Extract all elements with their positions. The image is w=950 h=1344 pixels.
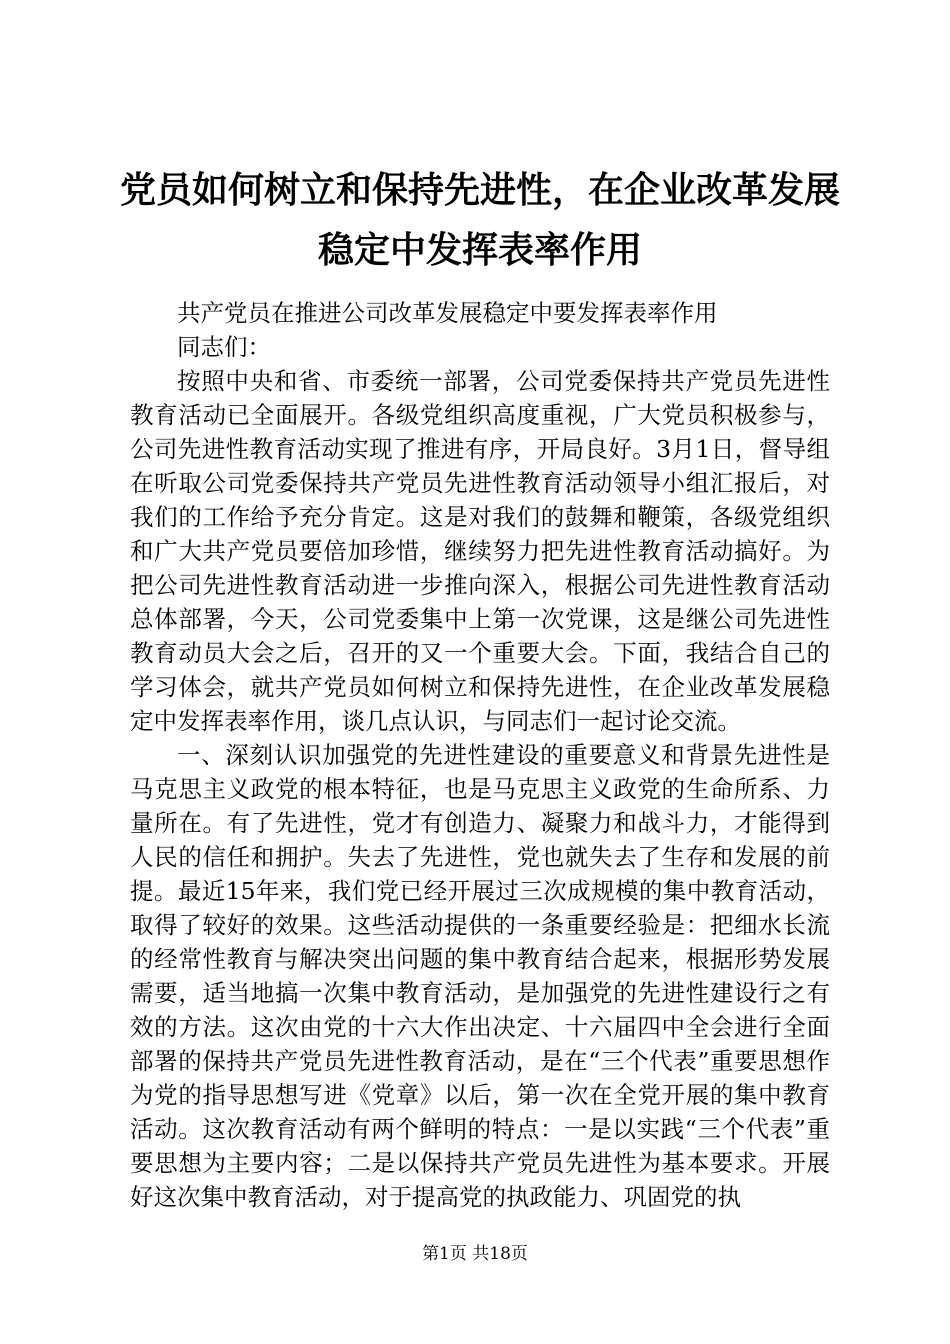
document-title [110, 160, 850, 280]
title-line-2: 稳定中发挥表率作用 [317, 229, 642, 271]
page-footer: 第1页 共18页 [422, 1244, 528, 1264]
title-line-1: 党员如何树立和保持先进性，在企业改革发展 [119, 169, 840, 211]
body-paragraph: 按照中央和省、市委统一部署，公司党委保持共产党员先进性教育活动已全面展开。各级党组织高度重视，广大党员积极参与，公司先进性教育活动实现了推进有序，开局良好。3月1日，督导组在听取公司党委保持共产党员先进性教育活动领导小组汇报后，对我们的工作给予充分肯定。这是对我们的鼓舞和鞭策，各级党组织和广大共产党员要倍加珍惜，继续努力把先进性教育活动搞好。为把公司先进性教育活动进一步推向深入，根据公司先进性教育活动总体部署，今天，公司党委集中上第一次党课，这是继公司先进性教育动员大会之后，召开的又一个重要大会。下面，我结合自己的学习体会，就共产党员如何树立和保持先进性，在企业改革发展稳定中发挥表率作用，谈几点认识，与同志们一起讨论交流。 [130, 367, 830, 735]
body-paragraph: 一、深刻认识加强党的先进性建设的重要意义和背景先进性是马克思主义政党的根本特征，也是马克思主义政党的生命所系、力量所在。有了先进性，党才有创造力、凝聚力和战斗力，才能得到人民的信任和拥护。失去了先进性，党也就失去了生存和发展的前提。最近15年来，我们党已经开展过三次成规模的集中教育活动，取得了较好的效果。这些活动提供的一条重要经验是：把细水长流的经常性教育与解决突出问题的集中教育结合起来，根据形势发展需要，适当地搞一次集中教育活动，是加强党的先进性建设行之有效的方法。这次由党的十六大作出决定、十六届四中全会进行全面部署的保持共产党员先进性教育活动，是在“三个代表”重要思想作为党的指导思想写进《党章》以后，第一次在全党开展的集中教育活动。这次教育活动有两个鲜明的特点：一是以实践“三个代表”重要思想为主要内容；二是以保持共产党员先进性为基本要求。开展好这次集中教育活动，对于提高党的执政能力、巩固党的执 [130, 741, 830, 1211]
subtitle: 共产党员在推进公司改革发展稳定中要发挥表率作用 [177, 299, 718, 327]
salutation: 同志们： [177, 333, 271, 361]
document-body [130, 296, 830, 1214]
